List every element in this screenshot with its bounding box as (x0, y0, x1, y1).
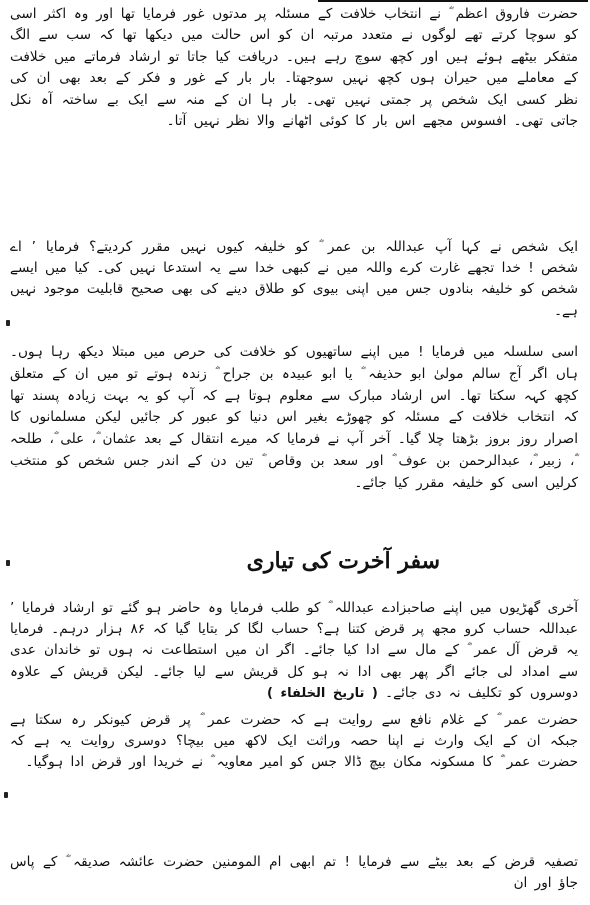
paragraph-election-of-caliph: حضرت فاروق اعظم ؓ نے انتخاب خلافت کے مسئلہ پر مدتوں غور فرمایا تھا اور وہ اکثر اسی کو سوچا کرتے تھے لوگوں نے متعدد مرتبہ ان کو اس حالت میں دیکھا تھا کہ سب سے الگ متفکر بیٹھے ہوئے ہیں اور کچھ سوچ رہے ہیں۔ دریافت کیا جاتا تو ارشاد فرماتے میں خلافت کے معاملے میں حیران ہوں کچھ نہیں سوجھتا۔ بار بار کے غور و فکر کے بعد بھی ان کی نظر کسی ایک شخص پر جمتی نہیں تھی۔ بار ہا ان کے منہ سے ایک بے ساختہ آہ نکل جاتی تھی۔ افسوس مجھے اس بار کا کوئی اٹھانے والا نظر نہیں آتا۔ (10, 6, 578, 130)
paragraph-debt-text: آخری گھڑیوں میں اپنے صاحبزادے عبداللہ ؓ کو طلب فرمایا وہ حاضر ہو گئے تو ارشاد فرمایا ’ عبداللہ حساب کرو مجھ پر قرض کتنا ہے؟ حساب لگا کر بتایا گیا کہ ۸۶ ہزار درہم۔ فرمایا یہ قرض آل عمر ؓ کے مال سے ادا کیا جائے۔ اگر ان میں استطاعت نہ ہوں تو خاندان عدی سے امداد لی جائے اگر پھر بھی ادا نہ ہو کل قریش سے لیا جائے۔ لیکن قریش کے علاوہ دوسروں کو تکلیف نہ دی جائے۔ (10, 600, 578, 701)
citation-tareekh-ul-khulafa: ( تاریخ الخلفاء ) (266, 685, 378, 701)
top-border-line (318, 0, 588, 2)
paragraph-nafi-narration: حضرت عمر ؓ کے غلام نافع سے روایت ہے کہ حضرت عمر ؓ پر قرض کیونکر رہ سکتا ہے جبکہ ان کے ایک وارث نے اپنا حصہ وراثت ایک لاکھ میں بیچا؟ دوسری روایت یہ ہے کہ حضرت عمر ؓ کا مسکونہ مکان بیچ ڈالا جس کو امیر معاویہ ؓ نے خریدا اور قرض ادا ہوگیا۔ (10, 712, 578, 771)
paragraph-abdullah-bin-umar: ایک شخص نے کہا آپ عبداللہ بن عمر ؓ کو خلیفہ کیوں نہیں مقرر کردیتے؟ فرمایا ’ اے شخص ! خدا تجھے غارت کرے واللہ میں نے کبھی خدا سے یہ استدعا نہیں کی۔ کیا میں ایسے شخص کو خلیفہ بنادوں جس میں اپنی بیوی کو طلاق دینے کی بھی صحیح قابلیت موجود نہیں ہے۔ (10, 239, 578, 319)
section-heading: سفر آخرت کی تیاری (246, 548, 440, 574)
margin-speck (6, 320, 10, 326)
paragraph-final-instruction: تصفیہ قرض کے بعد بیٹے سے فرمایا ! تم ابھی ام المومنین حضرت عائشہ صدیقہ ؓ کے پاس جاؤ اور ان (10, 854, 578, 892)
margin-speck (6, 560, 10, 566)
paragraph-debt-settlement (10, 598, 578, 704)
paragraph-shura-council: اسی سلسلہ میں فرمایا ! میں اپنے ساتھیوں کو خلافت کی حرص میں مبتلا دیکھ رہا ہوں۔ ہاں اگر آج سالم مولیٰ ابو حذیفہ ؓ یا ابو عبیدہ بن جراح ؓ زندہ ہوتے تو میں ان کے متعلق کچھ کہہ سکتا تھا۔ اس ارشاد مبارک سے معلوم ہوتا ہے کہ آپ کو یہ بہت زیادہ پسند تھا کہ انتخاب خلافت کے مسئلہ کو چھوڑے بغیر اس دنیا کو عبور کر جائیں لیکن مسلمانوں کا اصرار روز بروز بڑھتا چلا گیا۔ آخر آپ نے فرمایا کہ میرے انتقال کے بعد عثمان ؓ، علی ؓ، طلحہ ؓ، زبیر ؓ، عبدالرحمن بن عوف ؓ اور سعد بن وقاص ؓ تین دن کے اندر جس شخص کو منتخب کرلیں اسی کو خلیفہ مقرر کیا جائے۔ (10, 344, 578, 491)
margin-speck (4, 792, 8, 798)
